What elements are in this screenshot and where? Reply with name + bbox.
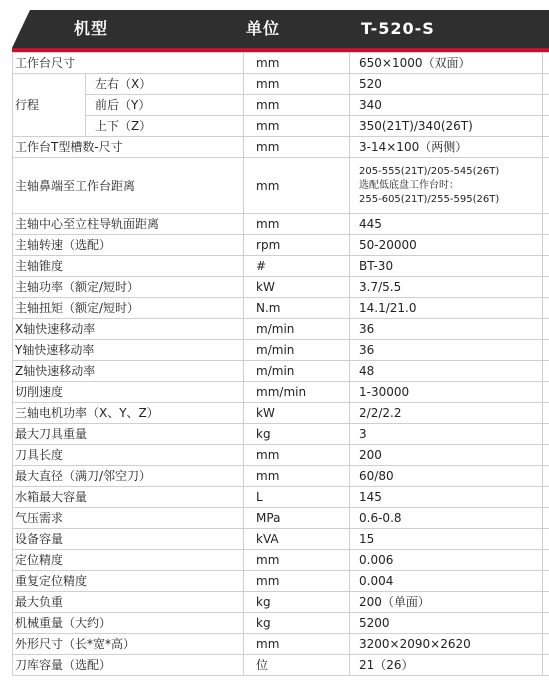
table-row <box>13 382 549 403</box>
table-row <box>13 137 549 158</box>
travel-label: 行程 <box>13 74 86 137</box>
row-value: 15 <box>350 529 543 550</box>
row-name: Y轴快速移动率 <box>13 340 244 361</box>
row-value: 48 <box>350 361 543 382</box>
row-value: BT-30 <box>350 256 543 277</box>
row-unit: m/min <box>244 319 350 340</box>
row-unit: mm <box>244 95 350 116</box>
row-value: 145 <box>350 487 543 508</box>
row-name: 工作台尺寸 <box>13 53 244 74</box>
table-row <box>13 74 549 95</box>
row-edge <box>543 95 549 116</box>
row-edge <box>543 137 549 158</box>
value-line: 255-605(21T)/255-595(26T) <box>359 193 500 205</box>
row-sub-name: 左右（X） <box>86 74 244 95</box>
row-name: 刀具长度 <box>13 445 244 466</box>
row-unit: mm <box>244 214 350 235</box>
table-row <box>13 403 549 424</box>
row-edge <box>543 466 549 487</box>
table-row <box>13 634 549 655</box>
row-edge <box>543 235 549 256</box>
row-unit: mm <box>244 137 350 158</box>
row-edge <box>543 74 549 95</box>
row-edge <box>543 613 549 634</box>
row-edge <box>543 277 549 298</box>
row-unit: rpm <box>244 235 350 256</box>
table-row <box>13 655 549 676</box>
header-unit: 单位 <box>246 19 281 38</box>
row-value: 520 <box>350 74 543 95</box>
row-value <box>350 158 543 214</box>
row-value: 3-14×100（两侧） <box>350 137 543 158</box>
row-value: 350(21T)/340(26T) <box>350 116 543 137</box>
table-row <box>13 277 549 298</box>
row-unit: L <box>244 487 350 508</box>
row-unit: mm <box>244 158 350 214</box>
table-row <box>13 508 549 529</box>
row-name: 工作台T型槽数-尺寸 <box>13 137 244 158</box>
row-edge <box>543 550 549 571</box>
row-unit: kg <box>244 424 350 445</box>
row-value: 0.004 <box>350 571 543 592</box>
row-edge <box>543 508 549 529</box>
row-edge <box>543 487 549 508</box>
table-row <box>13 550 549 571</box>
spec-table <box>12 52 549 676</box>
row-value: 2/2/2.2 <box>350 403 543 424</box>
table-row <box>13 445 549 466</box>
row-name: 主轴转速（选配） <box>13 235 244 256</box>
row-name: 刀库容量（选配） <box>13 655 244 676</box>
row-name: 切削速度 <box>13 382 244 403</box>
row-unit: m/min <box>244 361 350 382</box>
row-unit: mm <box>244 550 350 571</box>
table-row <box>13 319 549 340</box>
row-name: 设备容量 <box>13 529 244 550</box>
row-unit: mm <box>244 634 350 655</box>
row-value: 3200×2090×2620 <box>350 634 543 655</box>
table-row <box>13 116 549 137</box>
row-unit: # <box>244 256 350 277</box>
value-line: 205-555(21T)/205-545(26T) <box>359 165 500 177</box>
row-edge <box>543 529 549 550</box>
header-value: T-520-S <box>361 19 435 38</box>
row-edge <box>543 571 549 592</box>
table-row <box>13 298 549 319</box>
row-unit: m/min <box>244 340 350 361</box>
table-row <box>13 256 549 277</box>
row-value: 650×1000（双面） <box>350 53 543 74</box>
row-value: 21（26） <box>350 655 543 676</box>
row-value: 60/80 <box>350 466 543 487</box>
table-row <box>13 613 549 634</box>
row-edge <box>543 319 549 340</box>
table-row <box>13 95 549 116</box>
table-row <box>13 592 549 613</box>
row-edge <box>543 424 549 445</box>
row-name: 重复定位精度 <box>13 571 244 592</box>
row-value: 1-30000 <box>350 382 543 403</box>
row-unit: kg <box>244 592 350 613</box>
row-name: 机械重量（大约） <box>13 613 244 634</box>
row-unit: kVA <box>244 529 350 550</box>
row-value: 200（单面） <box>350 592 543 613</box>
table-row <box>13 571 549 592</box>
row-value: 340 <box>350 95 543 116</box>
row-unit: mm <box>244 571 350 592</box>
row-value: 5200 <box>350 613 543 634</box>
row-value: 14.1/21.0 <box>350 298 543 319</box>
row-value: 36 <box>350 340 543 361</box>
row-edge <box>543 158 549 214</box>
table-header <box>8 10 549 52</box>
row-edge <box>543 214 549 235</box>
table-row <box>13 424 549 445</box>
row-unit: 位 <box>244 655 350 676</box>
row-name: 主轴鼻端至工作台距离 <box>13 158 244 214</box>
row-unit: mm <box>244 53 350 74</box>
row-edge <box>543 382 549 403</box>
row-value: 445 <box>350 214 543 235</box>
row-edge <box>543 445 549 466</box>
row-edge <box>543 634 549 655</box>
table-row <box>13 361 549 382</box>
row-name: X轴快速移动率 <box>13 319 244 340</box>
row-name: 最大直径（满刀/邻空刀） <box>13 466 244 487</box>
header-model: 机型 <box>74 19 109 38</box>
row-unit: mm <box>244 466 350 487</box>
row-edge <box>543 298 549 319</box>
table-row <box>13 158 549 214</box>
table-row <box>13 340 549 361</box>
row-name: 外形尺寸（长*宽*高） <box>13 634 244 655</box>
row-unit: kg <box>244 613 350 634</box>
row-unit: N.m <box>244 298 350 319</box>
table-row <box>13 487 549 508</box>
row-value: 0.006 <box>350 550 543 571</box>
row-unit: mm <box>244 116 350 137</box>
row-name: 主轴中心至立柱导轨面距离 <box>13 214 244 235</box>
row-unit: MPa <box>244 508 350 529</box>
row-unit: mm <box>244 445 350 466</box>
row-edge <box>543 592 549 613</box>
row-edge <box>543 403 549 424</box>
row-value: 36 <box>350 319 543 340</box>
row-edge <box>543 53 549 74</box>
row-sub-name: 上下（Z） <box>86 116 244 137</box>
row-name: 最大刀具重量 <box>13 424 244 445</box>
row-name: 主轴锥度 <box>13 256 244 277</box>
row-unit: mm/min <box>244 382 350 403</box>
table-row <box>13 529 549 550</box>
row-name: 水箱最大容量 <box>13 487 244 508</box>
row-edge <box>543 655 549 676</box>
row-name: 三轴电机功率（X、Y、Z） <box>13 403 244 424</box>
row-edge <box>543 361 549 382</box>
row-unit: mm <box>244 74 350 95</box>
row-name: 定位精度 <box>13 550 244 571</box>
row-name: Z轴快速移动率 <box>13 361 244 382</box>
row-edge <box>543 116 549 137</box>
row-value: 3.7/5.5 <box>350 277 543 298</box>
table-row <box>13 214 549 235</box>
row-name: 气压需求 <box>13 508 244 529</box>
value-line: 选配低底盘工作台时： <box>359 179 460 191</box>
row-value: 50-20000 <box>350 235 543 256</box>
table-row <box>13 235 549 256</box>
row-value: 200 <box>350 445 543 466</box>
row-unit: kW <box>244 277 350 298</box>
row-value: 0.6-0.8 <box>350 508 543 529</box>
row-edge <box>543 256 549 277</box>
row-name: 最大负重 <box>13 592 244 613</box>
row-edge <box>543 340 549 361</box>
table-row <box>13 466 549 487</box>
row-unit: kW <box>244 403 350 424</box>
row-sub-name: 前后（Y） <box>86 95 244 116</box>
row-name: 主轴扭矩（额定/短时） <box>13 298 244 319</box>
row-name: 主轴功率（额定/短时） <box>13 277 244 298</box>
table-row <box>13 53 549 74</box>
row-value: 3 <box>350 424 543 445</box>
